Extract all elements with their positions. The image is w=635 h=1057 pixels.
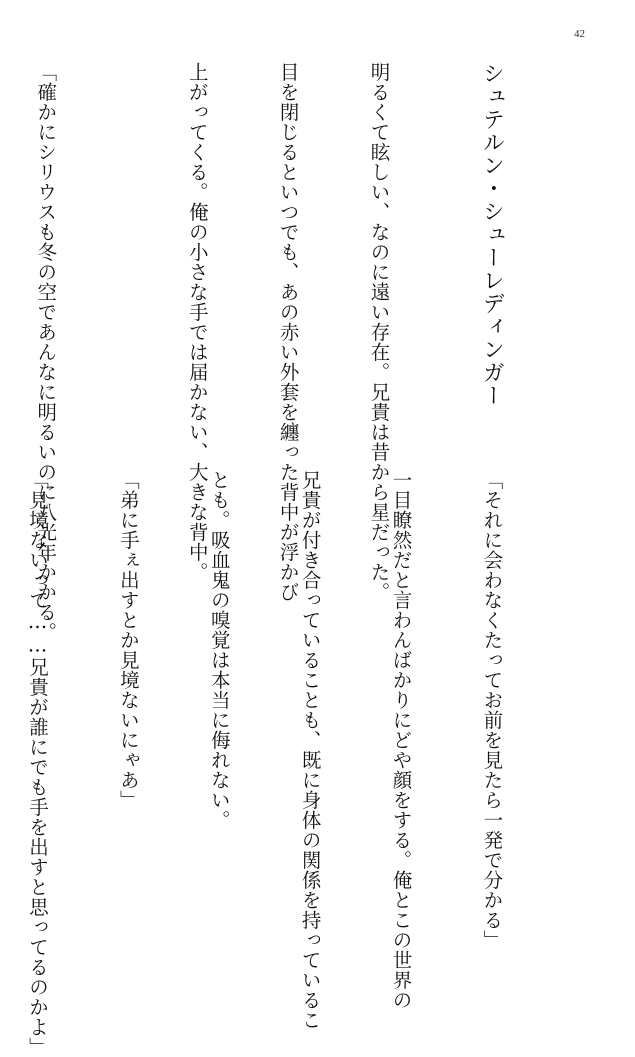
- text-line: 「見境ないって……兄貴が誰にでも手を出すと思ってるのかよ」: [25, 470, 49, 1057]
- text-line: とも。吸血鬼の嗅覚は本当に侮れない。: [207, 470, 231, 830]
- chapter-title: シュテルン・シューレディンガー: [479, 62, 505, 407]
- text-line: 「それに会わなくたってお前を見たら一発で分かる」: [480, 470, 504, 950]
- text-line: 一目瞭然だと言わんばかりにどや顔をする。俺とこの世界の: [389, 470, 413, 1010]
- text-line: 目を閉じるといつでも、あの赤い外套を纏った背中が浮かび: [276, 62, 300, 602]
- text-line: 明るくて眩しい、なのに遠い存在。兄貴は昔から星だった。: [367, 62, 391, 602]
- text-line: 兄貴が付き合っていることも、既に身体の関係を持っているこ: [298, 470, 322, 1030]
- text-line: 「弟に手ぇ出すとか見境ないにゃあ」: [116, 470, 140, 810]
- lower-text-block: [25, 470, 567, 1057]
- text-line: 「確かにシリウスも冬の空であんなに明るいのに八光年かかる。: [34, 62, 58, 642]
- text-line: 上がってくる。俺の小さな手では届かない、大きな背中。: [185, 62, 209, 582]
- page-number: 42: [574, 28, 585, 40]
